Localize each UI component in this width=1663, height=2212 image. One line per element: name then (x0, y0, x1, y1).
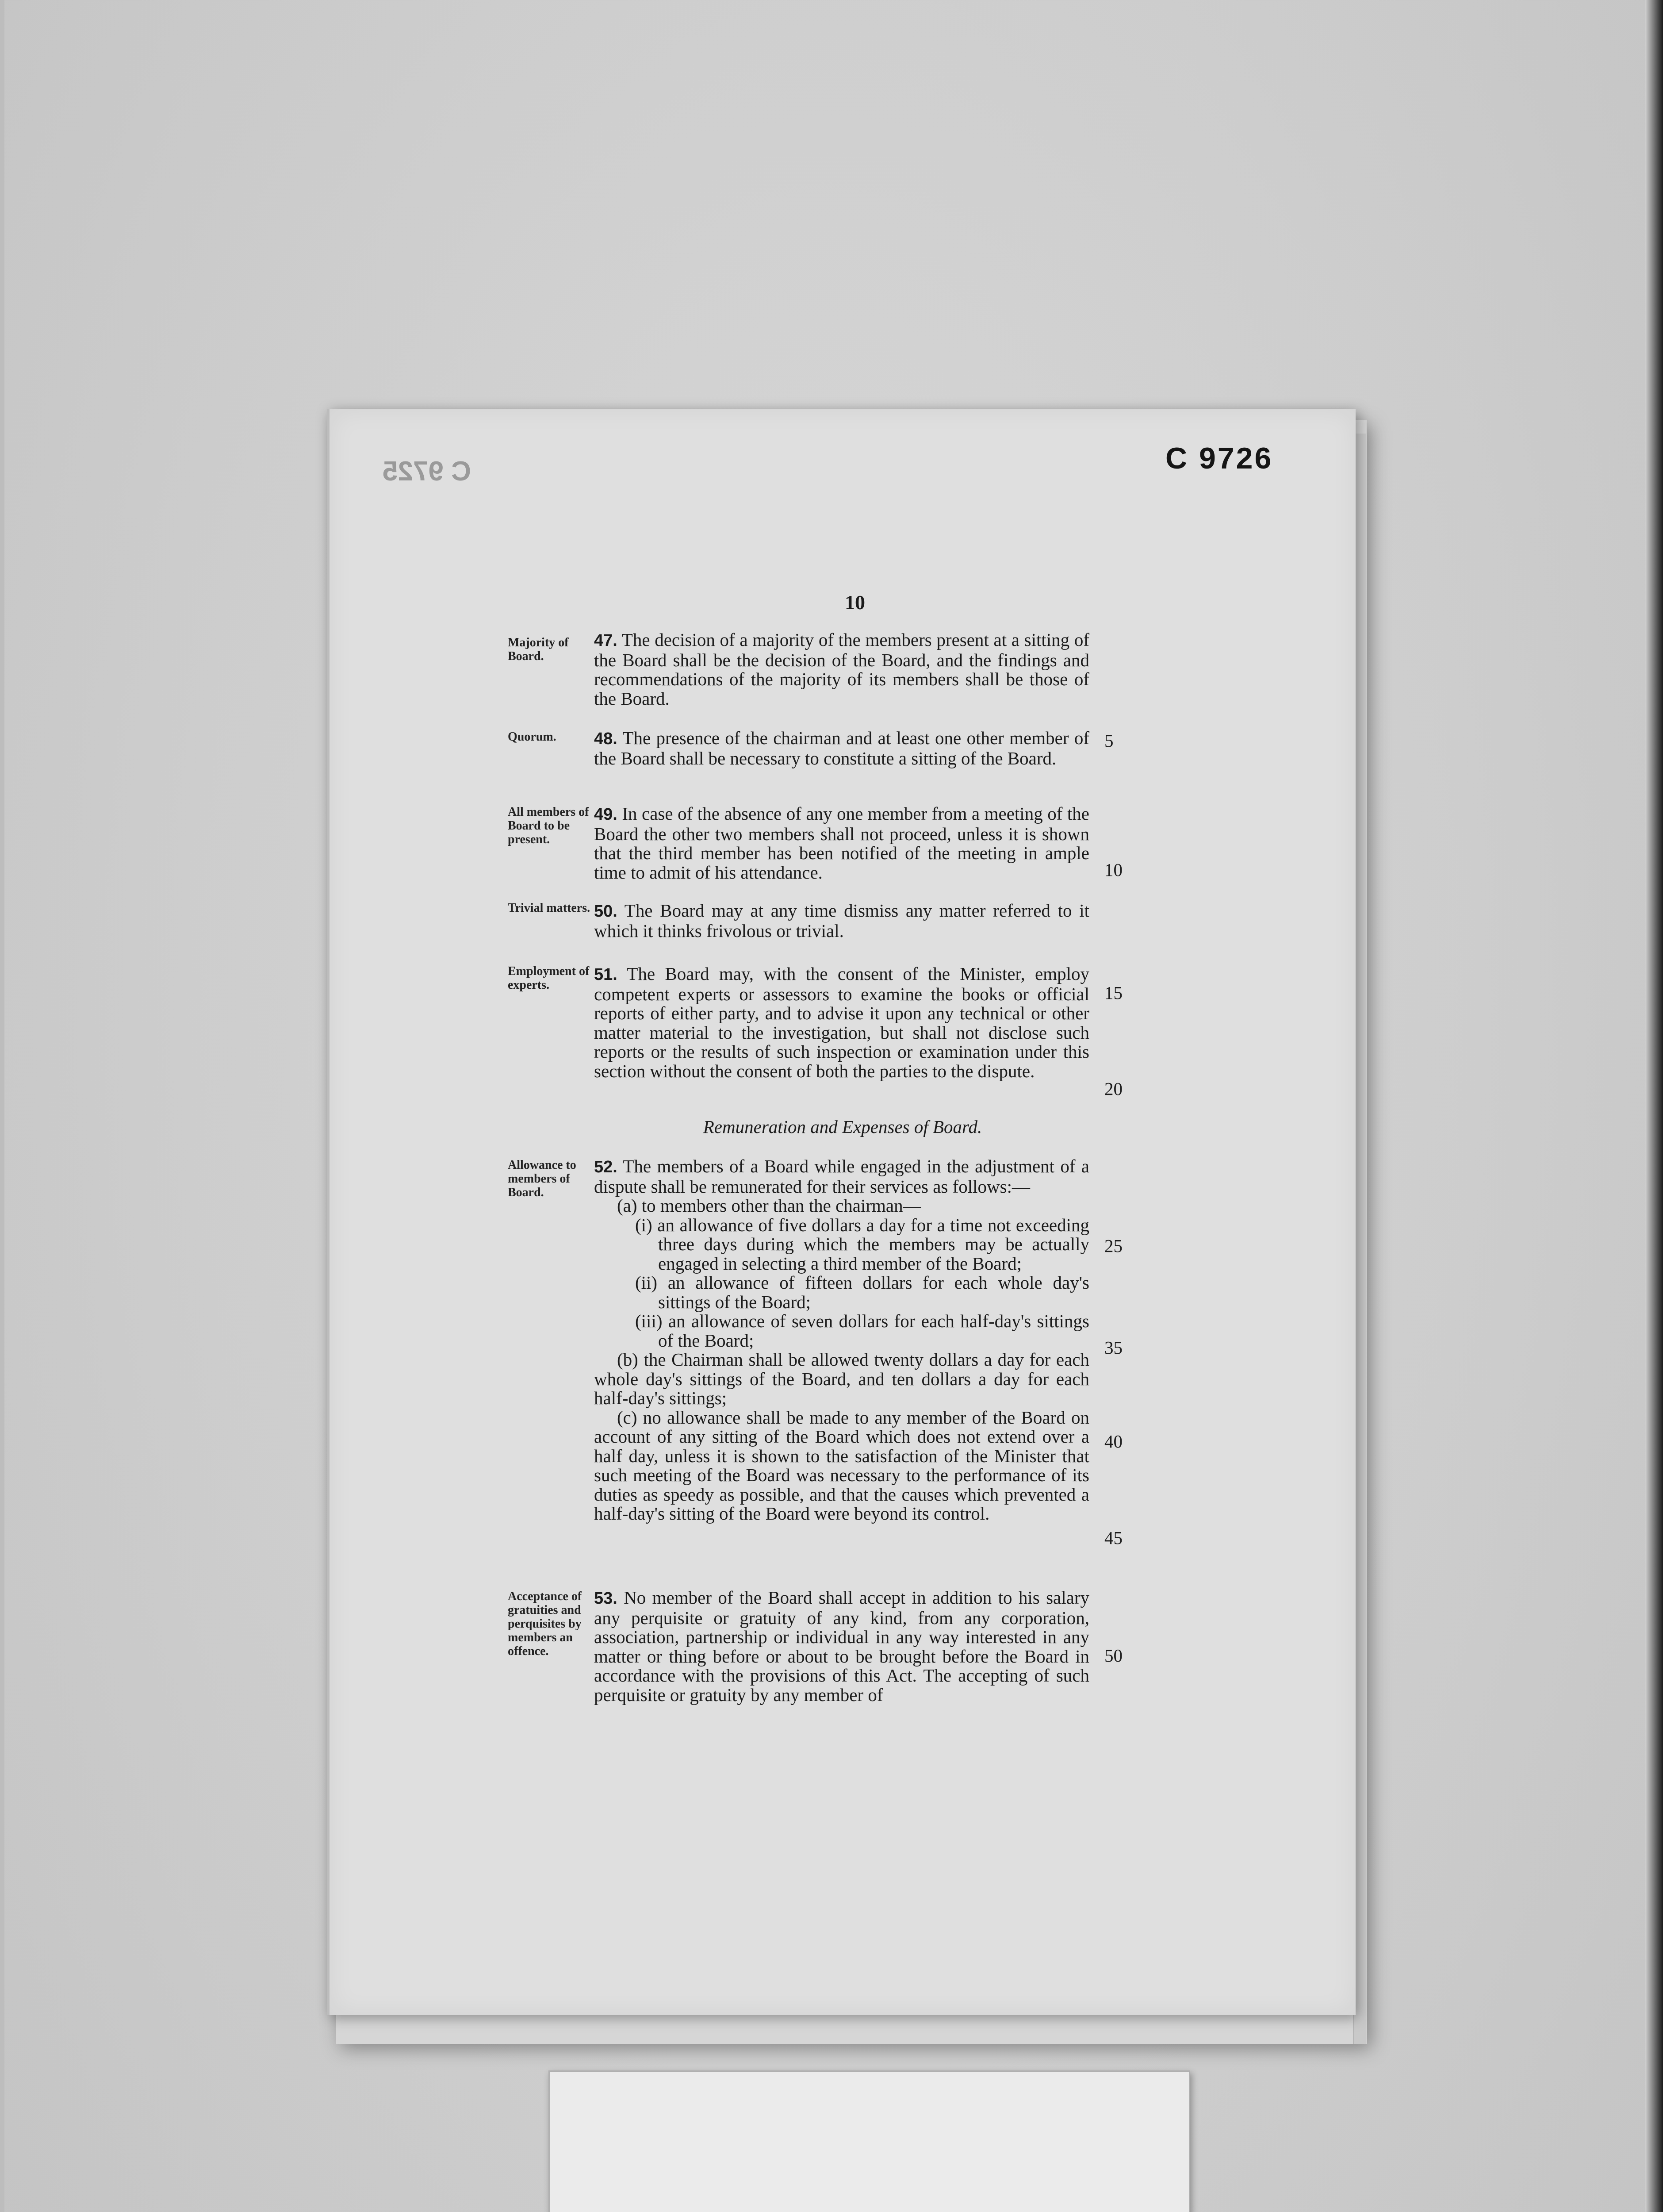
margin-note-49: All members of Board to be present. (508, 805, 589, 846)
margin-note-47: Majority of Board. (508, 636, 569, 663)
section-50 (594, 901, 1089, 941)
section-text: The Board may, with the consent of the Minister, employ competent experts or assessors to examine the books or official reports of either party, and to advise it upon any technical or other matter material to the investigation, but shall not disclose such reports or the results of such inspection or examination under this section without the consent of both the parties to the dispute. (594, 964, 1089, 1081)
section-text: The presence of the chairman and at least one other member of the Board shall be necessary to constitute a sitting of the Board. (594, 728, 1089, 768)
section-53 (594, 1588, 1089, 1705)
line-number: 45 (1104, 1528, 1123, 1548)
section-number: 53. (594, 1589, 617, 1608)
section-number: 51. (594, 965, 617, 984)
section-text: No member of the Board shall accept in addition to his salary any perquisite or gratuity of any kind, from any corporation, association, partnership or individual in any way interested in any matter or thing before or about to be brought before the Board in accordance with the provisions of this Act. The accepting of such perquisite or gratuity by any member of (594, 1587, 1089, 1705)
subheading-remuneration: Remuneration and Expenses of Board. (703, 1117, 982, 1137)
stamp-show-through: C 9725 (383, 456, 471, 487)
section-48 (594, 729, 1089, 768)
section-number: 48. (594, 730, 617, 748)
section-text: The decision of a majority of the members present at a sitting of the Board shall be the decision of the Board, and the findings and recommendations of the majority of its members shall be those of the Board. (594, 630, 1089, 709)
line-number: 25 (1104, 1236, 1123, 1256)
section-number: 47. (594, 631, 617, 650)
margin-note-48: Quorum. (508, 730, 556, 744)
section-text: The Board may at any time dismiss any matter referred to it which it thinks frivolous or trivial. (594, 900, 1090, 941)
section-text: In case of the absence of any one member from a meeting of the Board the other two members shall not proceed, unless it is shown that the third member has been notified of the meeting in ample time to admit of his attendance. (594, 803, 1089, 883)
section-number: 50. (594, 902, 617, 921)
line-number: 40 (1104, 1431, 1123, 1452)
line-number: 15 (1104, 983, 1123, 1003)
section-47 (594, 630, 1089, 708)
margin-note-50: Trivial matters. (508, 901, 590, 915)
clause-a-iii: (iii) an allowance of seven dollars for each half-day's sittings of the Board; (635, 1311, 1089, 1351)
page-number: 10 (845, 591, 865, 614)
archive-label-card (548, 2070, 1190, 2212)
section-number: 49. (594, 805, 617, 824)
line-number: 50 (1104, 1645, 1123, 1666)
film-edge-right (1645, 0, 1663, 2212)
clause-a-i: (i) an allowance of five dollars a day for a time not exceeding three days during which the members may be actually engaged in selecting a third member of the Board; (635, 1214, 1089, 1274)
line-number: 35 (1104, 1337, 1123, 1358)
line-number: 10 (1104, 860, 1123, 880)
clause-a-ii: (ii) an allowance of fifteen dollars for each whole day's sittings of the Board; (635, 1272, 1089, 1312)
film-edge-left (0, 0, 4, 2212)
clause-b: (b) the Chairman shall be allowed twenty dollars a day for each whole day's sittings of the Board, and ten dollars a day for each half-day's sittings; (594, 1349, 1089, 1408)
section-intro: The members of a Board while engaged in the adjustment of a dispute shall be remunerated for their services as follows:— (594, 1156, 1089, 1197)
margin-note-51: Employment of experts. (508, 964, 590, 992)
clause-a: (a) to members other than the chairman— (617, 1195, 921, 1216)
clause-c: (c) no allowance shall be made to any member of the Board on account of any sitting of the Board which does not extend over a half day, unless it is shown to the satisfaction of the Minister that such meeting of the Board was necessary to the performance of its duties as speedy as possible, and that the causes which prevented a half-day's sitting of the Board were beyond its control. (594, 1407, 1089, 1524)
line-number: 5 (1104, 730, 1114, 751)
line-number: 20 (1104, 1079, 1123, 1099)
margin-note-53: Acceptance of gratuities and perquisites by members an offence. (508, 1590, 582, 1658)
archive-stamp-number: C 9726 (1165, 442, 1273, 475)
document-page (327, 409, 1356, 2015)
section-49 (594, 804, 1089, 882)
section-number: 52. (594, 1158, 617, 1176)
margin-note-52: Allowance to members of Board. (508, 1158, 576, 1199)
section-51 (594, 964, 1089, 1081)
section-52 (594, 1157, 1089, 1524)
